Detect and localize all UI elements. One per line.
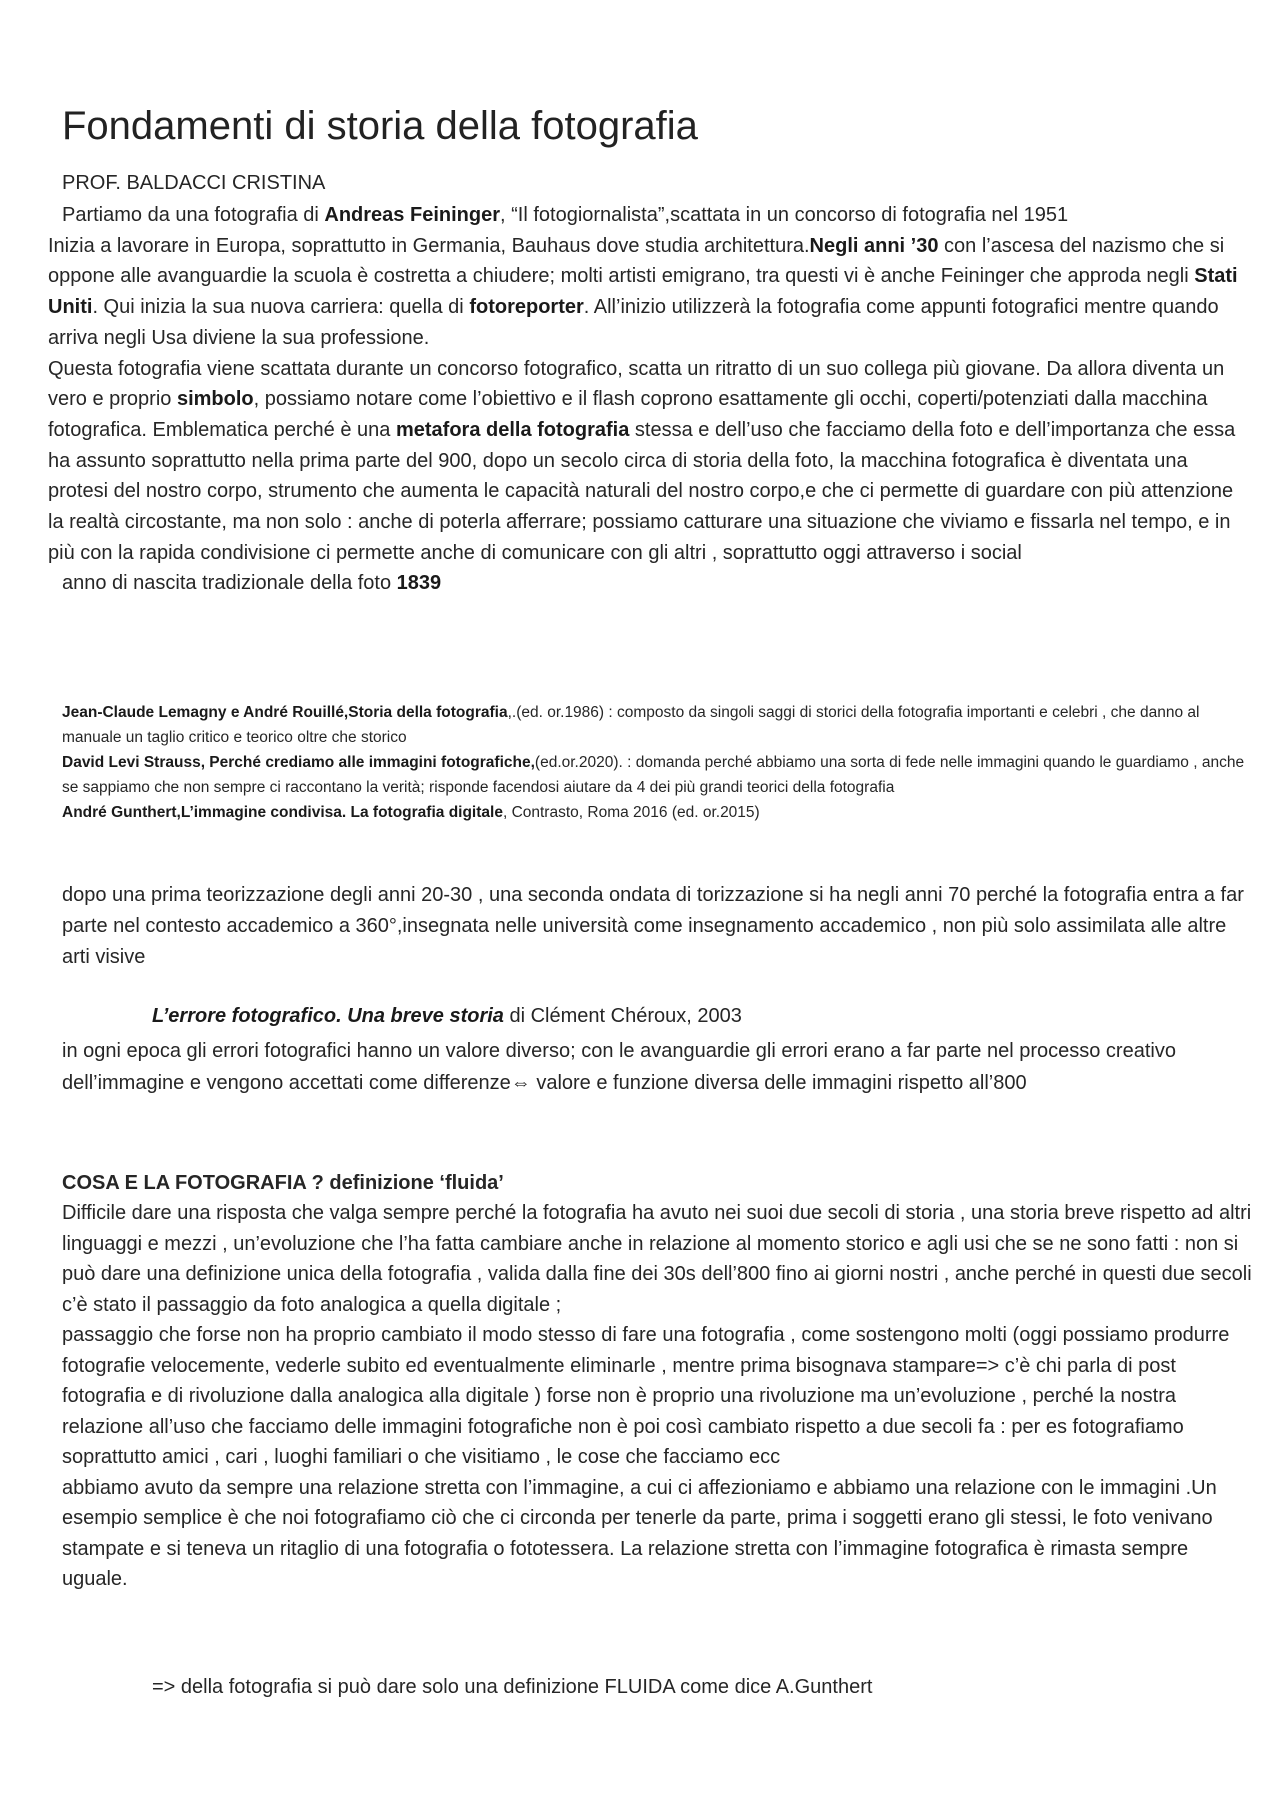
reference-text: ,.(ed. or.1986) : composto da singoli saggi di storici della fotografia importanti e celebri , che danno al manuale un taglio critico e teorico oltre che storico [62, 704, 1200, 746]
bold-run: simbolo [176, 388, 254, 411]
text-run: con l’ascesa del nazismo che si oppone alle avanguardie la scuola è costretta a chiudere; molti artisti emigrano, tra questi vi è anche Feininger che approda negli [48, 234, 1225, 288]
intro-paragraph-3 [48, 354, 1248, 569]
intro-section [48, 200, 1248, 599]
text-run: Inizia a lavorare in Europa, soprattutto in Germania, Bauhaus dove studia architettura. [48, 234, 810, 257]
cheroux-paragraph: in ogni epoca gli errori fotografici hanno un valore diverso; con le avanguardie gli errori erano a far parte nel processo creativo dell’immagine e vengono accettati come differenze⇔ valore e funzione diversa delle immagini rispetto all’800 [62, 1040, 1176, 1094]
text-run: Partiamo da una fotografia di [62, 204, 325, 226]
text-run: , possiamo notare come l’obiettivo e il flash coprono esattamente gli occhi, coperti/potenziati dalla macchina fotografica. Emblematica perché è una [48, 388, 1208, 441]
text-run: , “Il fotogiornalista”,scattata in un concorso di fotografia nel 1951 [500, 204, 1069, 226]
definition-paragraph-1: Difficile dare una risposta che valga sempre perché la fotografia ha avuto nei suoi due secoli di storia , una storia breve rispetto ad altri linguaggi e mezzi , un’evoluzione che l’ha fatta cambiare anche in relazione al momento storico e agli usi che se ne sono fatti : non si può dare una definizione unica della fotografia , valida dalla fine dei 30s dell’800 fino ai giorni nostri , anche perché in questi due secoli c’è stato il passaggio da foto analogica a quella digitale ; [62, 1202, 1252, 1316]
text-run: . Qui inizia la sua nuova carriera: quella di [92, 296, 470, 319]
reference-title: David Levi Strauss, Perché crediamo alle immagini fotografiche, [62, 754, 535, 771]
reference-item [62, 800, 1257, 825]
reference-title: André Gunthert,L’immagine condivisa. La fotografia digitale [62, 804, 503, 821]
intro-paragraph-2 [48, 231, 1248, 354]
cheroux-reference [152, 1005, 742, 1028]
definition-paragraph-3: abbiamo avuto da sempre una relazione stretta con l’immagine, a cui ci affezioniamo e abbiamo una relazione con le immagini .Un esempio semplice è che noi fotografiamo ciò che ci circonda per tenerle da parte, prima i soggetti erano gli stessi, le foto venivano stampate e si teneva un ritaglio di una fotografia o fototessera. La relazione stretta con l’immagine fotografica è rimasta sempre uguale. [62, 1476, 1217, 1590]
reference-item [62, 750, 1257, 800]
reference-item [62, 700, 1257, 750]
theory-paragraph: dopo una prima teorizzazione degli anni 20-30 , una seconda ondata di torizzazione si ha negli anni 70 perché la fotografia entra a far parte nel contesto accademico a 360°,insegnata nelle università come insegnamento accademico , non più solo assimilata alle altre arti visive [62, 884, 1244, 968]
bold-run: metafora della fotografia [395, 418, 630, 441]
book-author: di Clément Chéroux, 2003 [503, 1005, 742, 1027]
text-run: . All’inizio utilizzerà la fotografia come appunti fotografici mentre quando arriva negli Usa diviene la sua professione. [48, 296, 1219, 349]
page-title: Fondamenti di storia della fotografia [62, 104, 698, 148]
bibliography [62, 700, 1257, 825]
conclusion-line: => della fotografia si può dare solo una definizione FLUIDA come dice A.Gunthert [152, 1676, 873, 1698]
bold-run: Stati Uniti [48, 265, 1238, 319]
bold-run: Negli anni ’30 [809, 234, 939, 257]
professor-name: PROF. BALDACCI CRISTINA [62, 172, 326, 194]
bold-run: fotoreporter [469, 296, 584, 319]
book-title: L’errore fotografico. Una breve storia [152, 1005, 504, 1027]
bold-run: Andreas Feininger [324, 204, 500, 226]
text-run: Questa fotografia viene scattata durante un concorso fotografico, scatta un ritratto di un suo collega più giovane. Da allora diventa un vero e proprio [48, 357, 1225, 411]
definition-paragraph-2: passaggio che forse non ha proprio cambiato il modo stesso di fare una fotografia , come sostengono molti (oggi possiamo produrre fotografie velocemente, vederle subito ed eventualmente eliminarle , mentre prima bisognava stampare=> c’è chi parla di post fotografia e di rivoluzione dalla analogica alla digitale ) forse non è proprio una rivoluzione ma un’evoluzione , perché la nostra relazione all’uso che facciamo delle immagini fotografiche non è poi così cambiato rispetto a due secoli fa : per es fotografiamo soprattutto amici , cari , luoghi familiari o che visitiamo , le cose che facciamo ecc [62, 1324, 1230, 1468]
bold-run: 1839 [396, 572, 442, 595]
definition-section [62, 1198, 1257, 1595]
text-run: stessa e dell’uso che facciamo della foto e dell’importanza che essa ha assunto soprattutto nella prima parte del 900, dopo un secolo circa di storia della foto, la macchina fotografica è diventata una protesi del nostro corpo, strumento che aumenta le capacità naturali del nostro corpo,e che ci permette di guardare con più attenzione la realtà circostante, ma non solo : anche di poterla afferrare; possiamo catturare una situazione che viviamo e fissarla nel tempo, e in più con la rapida condivisione ci permette anche di comunicare con gli altri , soprattutto oggi attraverso i social [48, 418, 1236, 564]
section-heading: COSA E LA FOTOGRAFIA ? definizione ‘fluida’ [62, 1172, 504, 1194]
reference-text: , Contrasto, Roma 2016 (ed. or.2015) [502, 804, 760, 821]
intro-paragraph-1 [48, 200, 1248, 231]
reference-title: Jean-Claude Lemagny e André Rouillé,Storia della fotografia [62, 704, 508, 721]
reference-text: (ed.or.2020). : domanda perché abbiamo una sorta di fede nelle immagini quando le guardiamo , anche se sappiamo che non sempre ci raccontano la verità; risponde facendosi aiutare da 4 dei più grandi teorici della fotografia [62, 754, 1245, 796]
intro-paragraph-4 [48, 568, 1248, 599]
text-run: anno di nascita tradizionale della foto [62, 572, 397, 595]
